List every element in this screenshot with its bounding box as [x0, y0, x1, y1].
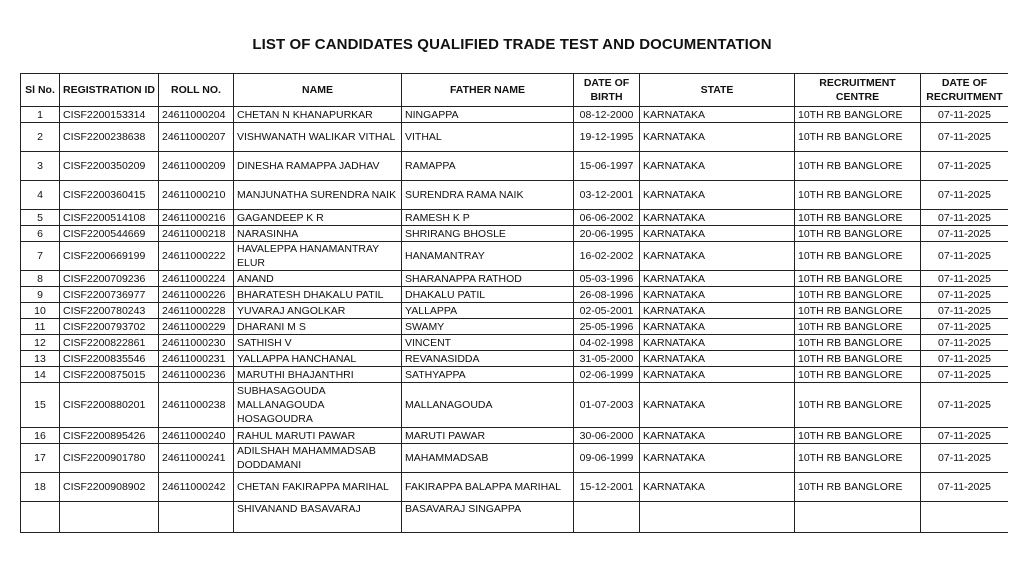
cell-sl-no: 4 — [21, 181, 60, 210]
cell-registration-id: CISF2200709236 — [60, 271, 159, 287]
cell-name: BHARATESH DHAKALU PATIL — [234, 287, 402, 303]
cell-father-name: MAHAMMADSAB — [402, 444, 574, 473]
cell-date-of-recruitment — [921, 502, 1009, 533]
cell-sl-no: 15 — [21, 383, 60, 428]
cell-name: MANJUNATHA SURENDRA NAIK — [234, 181, 402, 210]
cell-recruitment-centre — [795, 502, 921, 533]
table-row — [21, 107, 1009, 123]
cell-sl-no: 13 — [21, 351, 60, 367]
header-registration-id: REGISTRATION ID — [60, 74, 159, 107]
cell-state: KARNATAKA — [640, 152, 795, 181]
cell-roll-no: 24611000228 — [159, 303, 234, 319]
cell-date-of-birth: 26-08-1996 — [574, 287, 640, 303]
cell-sl-no: 1 — [21, 107, 60, 123]
cell-date-of-birth: 06-06-2002 — [574, 210, 640, 226]
document-title: LIST OF CANDIDATES QUALIFIED TRADE TEST AND DOCUMENTATION — [252, 36, 772, 53]
cell-recruitment-centre: 10TH RB BANGLORE — [795, 152, 921, 181]
cell-roll-no: 24611000207 — [159, 123, 234, 152]
cell-state: KARNATAKA — [640, 226, 795, 242]
cell-name: YUVARAJ ANGOLKAR — [234, 303, 402, 319]
table-row — [21, 123, 1009, 152]
table-row — [21, 473, 1009, 502]
cell-date-of-birth: 20-06-1995 — [574, 226, 640, 242]
cell-recruitment-centre: 10TH RB BANGLORE — [795, 303, 921, 319]
cell-father-name: DHAKALU PATIL — [402, 287, 574, 303]
cell-name: CHETAN FAKIRAPPA MARIHAL — [234, 473, 402, 502]
cell-name: SUBHASAGOUDA MALLANAGOUDA HOSAGOUDRA — [234, 383, 402, 428]
cell-date-of-recruitment: 07-11-2025 — [921, 444, 1009, 473]
cell-date-of-birth: 08-12-2000 — [574, 107, 640, 123]
header-name: NAME — [234, 74, 402, 107]
cell-date-of-birth: 01-07-2003 — [574, 383, 640, 428]
cell-registration-id: CISF2200908902 — [60, 473, 159, 502]
header-date-of-recruitment: DATE OF RECRUITMENT — [921, 74, 1009, 107]
cell-name: CHETAN N KHANAPURKAR — [234, 107, 402, 123]
cell-name: ADILSHAH MAHAMMADSAB DODDAMANI — [234, 444, 402, 473]
candidates-table — [20, 73, 1008, 533]
cell-date-of-birth: 15-12-2001 — [574, 473, 640, 502]
cell-state: KARNATAKA — [640, 210, 795, 226]
cell-registration-id: CISF2200880201 — [60, 383, 159, 428]
cell-date-of-birth: 31-05-2000 — [574, 351, 640, 367]
candidates-table-container — [20, 73, 1008, 576]
table-row — [21, 226, 1009, 242]
cell-date-of-birth: 02-06-1999 — [574, 367, 640, 383]
cell-recruitment-centre: 10TH RB BANGLORE — [795, 242, 921, 271]
table-row — [21, 383, 1009, 428]
cell-state: KARNATAKA — [640, 383, 795, 428]
cell-date-of-birth: 05-03-1996 — [574, 271, 640, 287]
cell-recruitment-centre: 10TH RB BANGLORE — [795, 123, 921, 152]
cell-roll-no: 24611000231 — [159, 351, 234, 367]
table-row — [21, 181, 1009, 210]
cell-date-of-recruitment: 07-11-2025 — [921, 351, 1009, 367]
cell-date-of-birth: 02-05-2001 — [574, 303, 640, 319]
cell-registration-id: CISF2200360415 — [60, 181, 159, 210]
cell-roll-no: 24611000229 — [159, 319, 234, 335]
cell-sl-no: 16 — [21, 428, 60, 444]
cell-registration-id: CISF2200822861 — [60, 335, 159, 351]
cell-sl-no: 17 — [21, 444, 60, 473]
cell-date-of-recruitment: 07-11-2025 — [921, 335, 1009, 351]
cell-state: KARNATAKA — [640, 335, 795, 351]
cell-date-of-birth — [574, 502, 640, 533]
table-row — [21, 210, 1009, 226]
cell-registration-id: CISF2200736977 — [60, 287, 159, 303]
cell-recruitment-centre: 10TH RB BANGLORE — [795, 444, 921, 473]
cell-father-name: VITHAL — [402, 123, 574, 152]
cell-date-of-birth: 15-06-1997 — [574, 152, 640, 181]
cell-state: KARNATAKA — [640, 271, 795, 287]
cell-state: KARNATAKA — [640, 242, 795, 271]
cell-roll-no: 24611000216 — [159, 210, 234, 226]
cell-state: KARNATAKA — [640, 367, 795, 383]
cell-name: SHIVANAND BASAVARAJ — [234, 502, 402, 533]
cell-roll-no: 24611000226 — [159, 287, 234, 303]
cell-registration-id: CISF2200238638 — [60, 123, 159, 152]
cell-recruitment-centre: 10TH RB BANGLORE — [795, 210, 921, 226]
cell-state: KARNATAKA — [640, 319, 795, 335]
cell-name: HAVALEPPA HANAMANTRAY ELUR — [234, 242, 402, 271]
cell-date-of-recruitment: 07-11-2025 — [921, 210, 1009, 226]
cell-registration-id: CISF2200780243 — [60, 303, 159, 319]
table-row — [21, 335, 1009, 351]
cell-father-name: BASAVARAJ SINGAPPA — [402, 502, 574, 533]
cell-father-name: FAKIRAPPA BALAPPA MARIHAL — [402, 473, 574, 502]
table-row — [21, 319, 1009, 335]
header-father-name: FATHER NAME — [402, 74, 574, 107]
cell-roll-no: 24611000222 — [159, 242, 234, 271]
cell-recruitment-centre: 10TH RB BANGLORE — [795, 319, 921, 335]
cell-date-of-recruitment: 07-11-2025 — [921, 383, 1009, 428]
table-row — [21, 242, 1009, 271]
cell-father-name: MALLANAGOUDA — [402, 383, 574, 428]
cell-registration-id: CISF2200544669 — [60, 226, 159, 242]
cell-roll-no: 24611000210 — [159, 181, 234, 210]
cell-father-name: SWAMY — [402, 319, 574, 335]
cell-registration-id: CISF2200350209 — [60, 152, 159, 181]
cell-date-of-birth: 30-06-2000 — [574, 428, 640, 444]
cell-father-name: SHARANAPPA RATHOD — [402, 271, 574, 287]
cell-father-name: SURENDRA RAMA NAIK — [402, 181, 574, 210]
cell-name: DHARANI M S — [234, 319, 402, 335]
cell-sl-no: 9 — [21, 287, 60, 303]
cell-recruitment-centre: 10TH RB BANGLORE — [795, 226, 921, 242]
cell-name: NARASINHA — [234, 226, 402, 242]
table-body — [21, 107, 1009, 533]
cell-name: MARUTHI BHAJANTHRI — [234, 367, 402, 383]
cell-recruitment-centre: 10TH RB BANGLORE — [795, 335, 921, 351]
cell-registration-id: CISF2200875015 — [60, 367, 159, 383]
table-row — [21, 303, 1009, 319]
cell-roll-no: 24611000218 — [159, 226, 234, 242]
cell-father-name: SATHYAPPA — [402, 367, 574, 383]
header-state: STATE — [640, 74, 795, 107]
table-row — [21, 152, 1009, 181]
cell-sl-no: 14 — [21, 367, 60, 383]
cell-recruitment-centre: 10TH RB BANGLORE — [795, 107, 921, 123]
cell-state: KARNATAKA — [640, 428, 795, 444]
cell-date-of-recruitment: 07-11-2025 — [921, 242, 1009, 271]
cell-state: KARNATAKA — [640, 351, 795, 367]
cell-sl-no: 12 — [21, 335, 60, 351]
cell-registration-id: CISF2200153314 — [60, 107, 159, 123]
cell-date-of-birth: 04-02-1998 — [574, 335, 640, 351]
header-roll-no: ROLL NO. — [159, 74, 234, 107]
cell-state: KARNATAKA — [640, 107, 795, 123]
cell-sl-no: 18 — [21, 473, 60, 502]
cell-name: VISHWANATH WALIKAR VITHAL — [234, 123, 402, 152]
cell-roll-no: 24611000242 — [159, 473, 234, 502]
cell-sl-no: 7 — [21, 242, 60, 271]
cell-sl-no: 3 — [21, 152, 60, 181]
cell-recruitment-centre: 10TH RB BANGLORE — [795, 271, 921, 287]
cell-recruitment-centre: 10TH RB BANGLORE — [795, 181, 921, 210]
table-row — [21, 367, 1009, 383]
cell-state: KARNATAKA — [640, 444, 795, 473]
cell-date-of-birth: 09-06-1999 — [574, 444, 640, 473]
cell-sl-no: 11 — [21, 319, 60, 335]
cell-father-name: RAMAPPA — [402, 152, 574, 181]
header-recruitment-centre: RECRUITMENT CENTRE — [795, 74, 921, 107]
cell-state — [640, 502, 795, 533]
cell-name: DINESHA RAMAPPA JADHAV — [234, 152, 402, 181]
header-sl-no: Sl No. — [21, 74, 60, 107]
cell-date-of-recruitment: 07-11-2025 — [921, 123, 1009, 152]
cell-registration-id — [60, 502, 159, 533]
cell-date-of-birth: 19-12-1995 — [574, 123, 640, 152]
cell-date-of-recruitment: 07-11-2025 — [921, 428, 1009, 444]
cell-roll-no: 24611000238 — [159, 383, 234, 428]
table-row — [21, 271, 1009, 287]
cell-father-name: YALLAPPA — [402, 303, 574, 319]
cell-sl-no: 6 — [21, 226, 60, 242]
cell-registration-id: CISF2200835546 — [60, 351, 159, 367]
table-header-row — [21, 74, 1009, 107]
cell-recruitment-centre: 10TH RB BANGLORE — [795, 351, 921, 367]
cell-sl-no: 2 — [21, 123, 60, 152]
cell-father-name: MARUTI PAWAR — [402, 428, 574, 444]
cell-date-of-recruitment: 07-11-2025 — [921, 303, 1009, 319]
cell-roll-no: 24611000230 — [159, 335, 234, 351]
cell-sl-no — [21, 502, 60, 533]
cell-recruitment-centre: 10TH RB BANGLORE — [795, 473, 921, 502]
cell-name: YALLAPPA HANCHANAL — [234, 351, 402, 367]
cell-recruitment-centre: 10TH RB BANGLORE — [795, 383, 921, 428]
table-row — [21, 287, 1009, 303]
header-date-of-birth: DATE OF BIRTH — [574, 74, 640, 107]
cell-roll-no — [159, 502, 234, 533]
table-row — [21, 444, 1009, 473]
cell-roll-no: 24611000204 — [159, 107, 234, 123]
cell-date-of-birth: 03-12-2001 — [574, 181, 640, 210]
cell-father-name: VINCENT — [402, 335, 574, 351]
cell-date-of-recruitment: 07-11-2025 — [921, 319, 1009, 335]
cell-roll-no: 24611000209 — [159, 152, 234, 181]
cell-date-of-recruitment: 07-11-2025 — [921, 271, 1009, 287]
cell-date-of-recruitment: 07-11-2025 — [921, 473, 1009, 502]
cell-state: KARNATAKA — [640, 303, 795, 319]
cell-date-of-recruitment: 07-11-2025 — [921, 107, 1009, 123]
cell-date-of-recruitment: 07-11-2025 — [921, 367, 1009, 383]
cell-name: SATHISH V — [234, 335, 402, 351]
cell-name: RAHUL MARUTI PAWAR — [234, 428, 402, 444]
cell-recruitment-centre: 10TH RB BANGLORE — [795, 287, 921, 303]
cell-roll-no: 24611000236 — [159, 367, 234, 383]
cell-state: KARNATAKA — [640, 473, 795, 502]
cell-recruitment-centre: 10TH RB BANGLORE — [795, 367, 921, 383]
cell-father-name: HANAMANTRAY — [402, 242, 574, 271]
cell-date-of-recruitment: 07-11-2025 — [921, 181, 1009, 210]
cell-name: GAGANDEEP K R — [234, 210, 402, 226]
cell-registration-id: CISF2200669199 — [60, 242, 159, 271]
cell-sl-no: 5 — [21, 210, 60, 226]
cell-father-name: SHRIRANG BHOSLE — [402, 226, 574, 242]
cell-roll-no: 24611000241 — [159, 444, 234, 473]
cell-registration-id: CISF2200895426 — [60, 428, 159, 444]
cell-state: KARNATAKA — [640, 181, 795, 210]
table-row — [21, 351, 1009, 367]
cell-date-of-birth: 16-02-2002 — [574, 242, 640, 271]
cell-registration-id: CISF2200514108 — [60, 210, 159, 226]
cell-date-of-birth: 25-05-1996 — [574, 319, 640, 335]
cell-recruitment-centre: 10TH RB BANGLORE — [795, 428, 921, 444]
cell-father-name: REVANASIDDA — [402, 351, 574, 367]
cell-roll-no: 24611000224 — [159, 271, 234, 287]
cell-registration-id: CISF2200793702 — [60, 319, 159, 335]
cell-name: ANAND — [234, 271, 402, 287]
cell-registration-id: CISF2200901780 — [60, 444, 159, 473]
cell-sl-no: 10 — [21, 303, 60, 319]
cell-date-of-recruitment: 07-11-2025 — [921, 287, 1009, 303]
cell-sl-no: 8 — [21, 271, 60, 287]
cell-date-of-recruitment: 07-11-2025 — [921, 152, 1009, 181]
cell-father-name: NINGAPPA — [402, 107, 574, 123]
cell-father-name: RAMESH K P — [402, 210, 574, 226]
cell-date-of-recruitment: 07-11-2025 — [921, 226, 1009, 242]
table-row — [21, 502, 1009, 533]
cell-roll-no: 24611000240 — [159, 428, 234, 444]
cell-state: KARNATAKA — [640, 123, 795, 152]
cell-state: KARNATAKA — [640, 287, 795, 303]
table-row — [21, 428, 1009, 444]
